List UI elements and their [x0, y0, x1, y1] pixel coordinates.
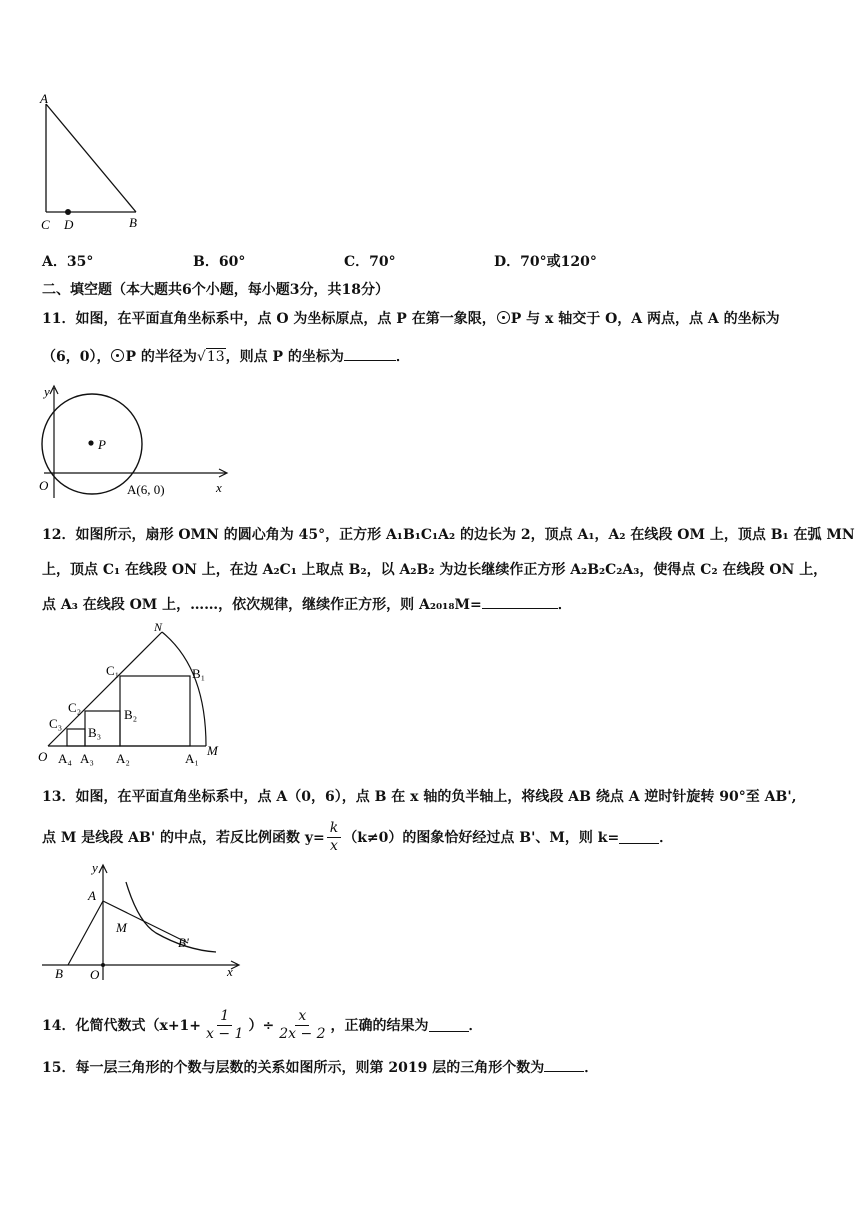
label-o: O — [90, 967, 100, 982]
axis-x-label: x — [216, 480, 222, 495]
label-o: O — [38, 749, 48, 764]
q15-text-a: 15．每一层三角形的个数与层数的关系如图所示，则第 2019 层的三角形个数为 — [42, 1060, 545, 1076]
q13-line2 — [42, 817, 673, 857]
q13-text-a: 点 M 是线段 AB' 的中点，若反比例函数 y= — [42, 830, 325, 846]
q12-text-end: ． — [557, 597, 572, 613]
choice-a[interactable]: A．35° — [42, 254, 94, 270]
axis-y-label: y — [44, 384, 50, 399]
q11-text-e: ，则点 P 的坐标为 — [225, 349, 344, 365]
circle-dot-icon — [497, 311, 510, 324]
label-d: D — [64, 217, 74, 232]
q11-circle-figure — [36, 378, 236, 503]
answer-blank[interactable] — [619, 831, 659, 844]
axis-y-label: y — [92, 860, 98, 875]
frac-numerator: x — [295, 1008, 309, 1026]
frac-denominator: x − 1 — [206, 1025, 244, 1042]
q12-sector-squares-figure — [34, 618, 234, 770]
label-o: O — [39, 478, 49, 493]
q11-text-a: 11．如图，在平面直角坐标系中，点 O 为坐标原点，点 P 在第一象限， — [42, 311, 496, 327]
sqrt-value: 13 — [206, 349, 225, 365]
q15-text-b: ． — [584, 1060, 599, 1076]
q12-text: 点 A₃ 在线段 OM 上，……，依次规律，继续作正方形，则 A₂₀₁₈M= — [42, 597, 482, 613]
frac-numerator: 1 — [217, 1008, 232, 1026]
q13-graph-figure — [38, 858, 243, 984]
label-b2: B₂ — [124, 707, 138, 722]
label-a: A — [40, 91, 48, 106]
label-b3: B₃ — [88, 725, 102, 740]
label-b: B — [55, 966, 63, 981]
sqrt-expression: √13 — [196, 349, 225, 365]
label-a4: A₄ — [58, 751, 72, 766]
q12-line1: 12．如图所示，扇形 OMN 的圆心角为 45°，正方形 A₁B₁C₁A₂ 的边长为 2，顶点 A₁，A₂ 在线段 OM 上，顶点 B₁ 在弧 MN — [42, 527, 855, 543]
answer-blank[interactable] — [344, 348, 396, 361]
label-c2: C₂ — [68, 700, 82, 715]
label-a2: A₂ — [116, 751, 130, 766]
frac-numerator: k — [327, 820, 341, 838]
q14-line — [42, 1005, 483, 1045]
axis-x-label: x — [227, 964, 233, 979]
frac-denominator: 2x − 2 — [279, 1025, 326, 1042]
label-a3: A₃ — [80, 751, 94, 766]
q14-text-c: ，正确的结果为 — [330, 1018, 429, 1034]
q11-text-c: （6，0）， — [42, 349, 111, 365]
q13-text-c: ． — [659, 830, 674, 846]
q14-text-d: ． — [468, 1018, 483, 1034]
label-m: M — [207, 743, 218, 758]
q12-line3 — [42, 594, 572, 614]
label-c1: C₁ — [106, 663, 120, 678]
label-b: B — [129, 215, 137, 230]
label-m: M — [116, 920, 127, 935]
q11-text-b: P 与 x 轴交于 O，A 两点，点 A 的坐标为 — [510, 311, 780, 327]
q11-text-f: ． — [395, 349, 410, 365]
circle-dot-icon — [111, 349, 124, 362]
q12-line2: 上，顶点 C₁ 在线段 ON 上，在边 A₂C₁ 上取点 B₂，以 A₂B₂ 为边长继续作正方形 A₂B₂C₂A₃，使得点 C₂ 在线段 ON 上， — [42, 562, 828, 578]
answer-blank[interactable] — [429, 1019, 469, 1032]
q11-text-d: P 的半径为 — [125, 349, 197, 365]
q14-text-a: 14．化简代数式（x+1+ — [42, 1018, 202, 1034]
label-n: N — [154, 620, 163, 634]
frac-denominator: x — [330, 837, 338, 854]
q15-line — [42, 1057, 598, 1077]
choice-d[interactable]: D．70°或120° — [494, 254, 597, 270]
label-a: A — [88, 888, 96, 903]
answer-blank[interactable] — [544, 1059, 584, 1072]
q14-text-b: ）÷ — [248, 1018, 275, 1034]
fraction-1-over-x-minus-1 — [203, 1008, 246, 1043]
label-c3: C₃ — [49, 716, 63, 731]
section-heading: 二、填空题（本大题共6个小题，每小题3分，共18分） — [42, 282, 389, 298]
fraction-k-over-x — [327, 820, 341, 855]
label-b-prime: B' — [178, 935, 189, 950]
q13-text-b: （k≠0）的图象恰好经过点 B'、M，则 k= — [343, 830, 620, 846]
q11-line2 — [42, 346, 410, 366]
label-a: A(6, 0) — [127, 482, 165, 497]
fraction-x-over-2x-minus-2 — [276, 1008, 328, 1043]
choice-c[interactable]: C．70° — [344, 254, 396, 270]
label-a1: A₁ — [185, 751, 199, 766]
label-b1: B₁ — [192, 666, 206, 681]
answer-blank[interactable] — [482, 596, 558, 609]
q11-line1 — [42, 308, 780, 328]
label-p: P — [98, 437, 106, 452]
label-c: C — [41, 217, 50, 232]
choice-b[interactable]: B．60° — [193, 254, 246, 270]
q13-line1: 13．如图，在平面直角坐标系中，点 A（0，6），点 B 在 x 轴的负半轴上，将线段 AB 绕点 A 逆时针旋转 90°至 AB', — [42, 789, 797, 805]
q10-triangle-figure — [36, 90, 151, 235]
